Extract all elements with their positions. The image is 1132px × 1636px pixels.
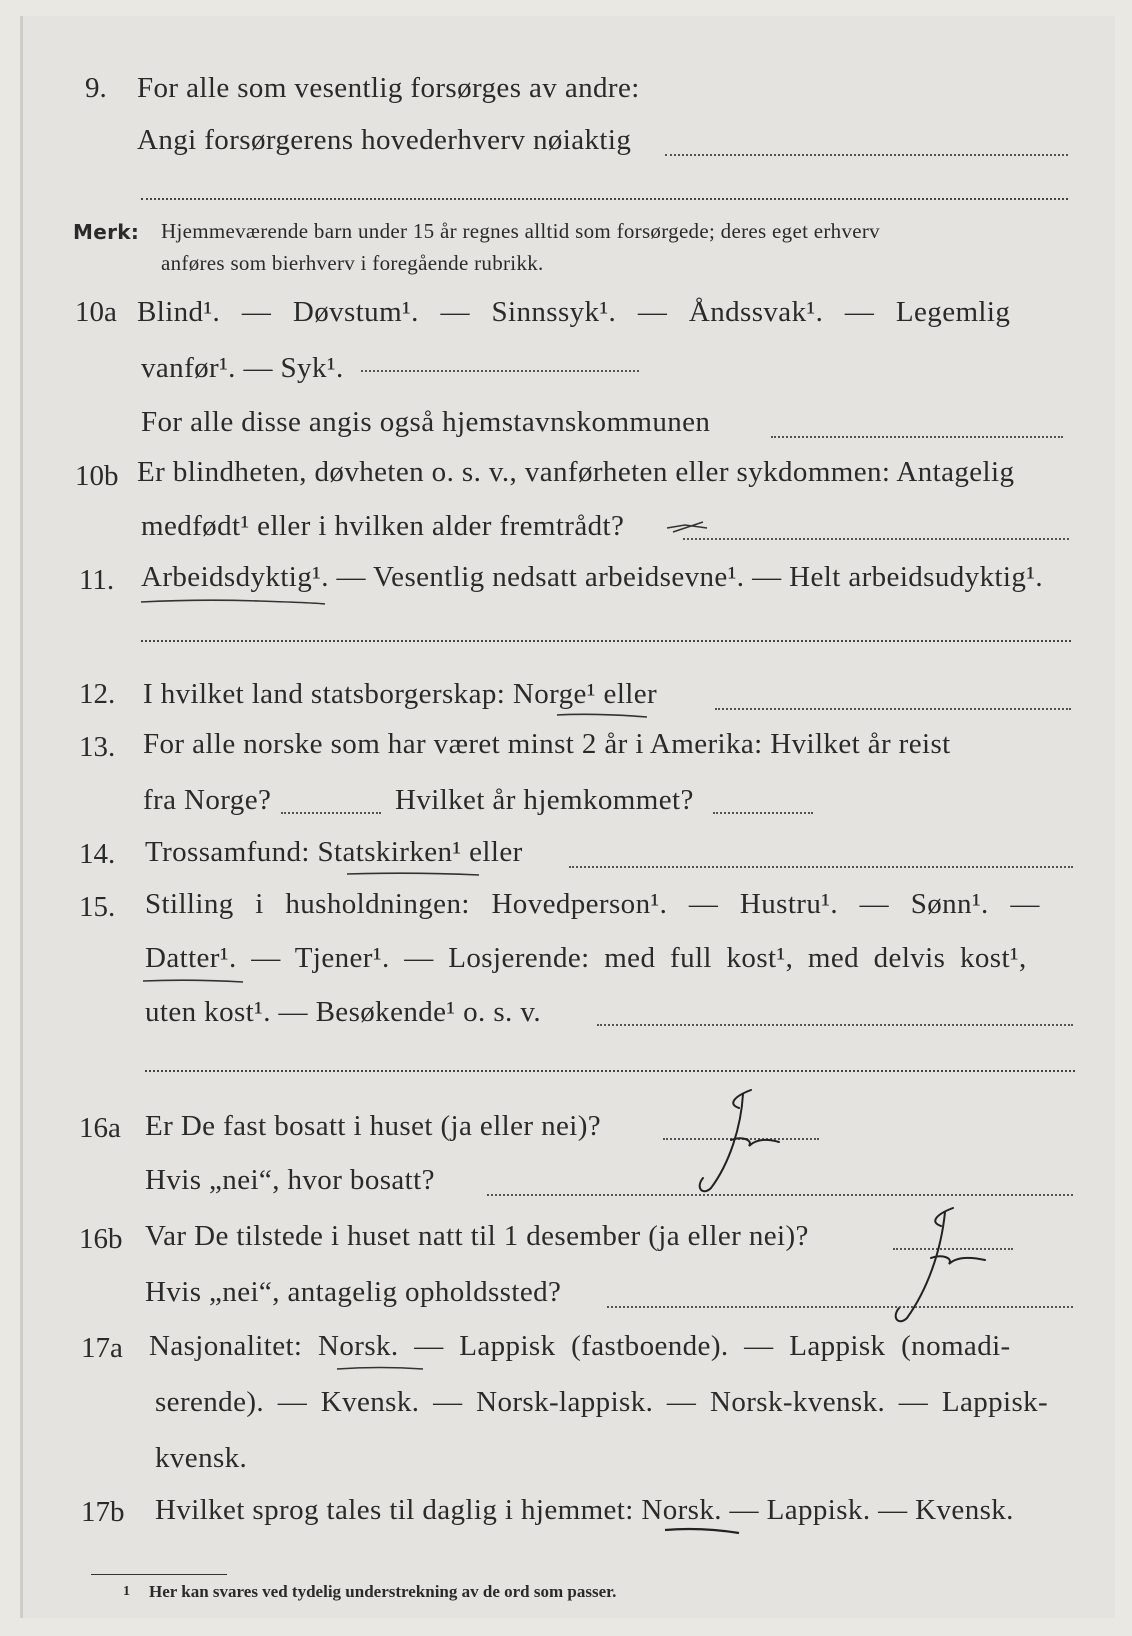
footnote-separator	[91, 1574, 227, 1575]
q16a-number: 16a	[79, 1112, 121, 1144]
q16b-text-line2: Hvis „nei“, antagelig opholdssted?	[145, 1276, 562, 1308]
q16b-ja-handwritten	[867, 1194, 997, 1334]
q10b-dash-mark	[663, 516, 713, 538]
q15-stilling-field[interactable]	[597, 1024, 1073, 1026]
q17a-text-line3: kvensk.	[155, 1442, 248, 1474]
q15-datter-underline	[141, 976, 247, 986]
q12-country-field[interactable]	[715, 708, 1071, 710]
q16b-opholdssted-field[interactable]	[607, 1306, 1073, 1308]
q9-text-line1: For alle som vesentlig forsørges av andre:	[137, 72, 640, 104]
q11-text-line1: Arbeidsdyktig¹. — Vesentlig nedsatt arbeidsevne¹. — Helt arbeidsudyktig¹.	[141, 561, 1044, 593]
q17b-norsk-underline	[663, 1524, 743, 1538]
merk-label: Merk:	[73, 220, 140, 244]
q10a-text-line1: Blind¹. — Døvstum¹. — Sinnssyk¹. — Åndssvak¹. — Legemlig	[137, 296, 1011, 328]
q16a-ja-handwritten	[669, 1078, 789, 1204]
q11-arbeidsdyktig-underline	[139, 596, 329, 608]
q10a-number: 10a	[75, 296, 117, 328]
q10a-text-line3: For alle disse angis også hjemstavnskommunen	[141, 406, 711, 438]
q15-number: 15.	[79, 891, 116, 923]
merk-text-line1: Hjemmeværende barn under 15 år regnes alltid som forsørgede; deres eget erhverv	[161, 219, 880, 243]
q10a-text-line2: vanfør¹. — Syk¹.	[141, 352, 344, 384]
q15-text-line3: uten kost¹. — Besøkende¹ o. s. v.	[145, 996, 542, 1028]
footnote-mark: 1	[123, 1584, 130, 1599]
q14-number: 14.	[79, 838, 116, 870]
q9-text-line2: Angi forsørgerens hovederhverv nøiaktig	[137, 124, 632, 156]
q10b-number: 10b	[75, 460, 119, 492]
q17a-norsk-underline	[335, 1364, 427, 1374]
q13-text-line2a: fra Norge?	[143, 784, 272, 816]
q9-answer-field[interactable]	[665, 154, 1068, 156]
q16b-number: 16b	[79, 1223, 123, 1255]
q12-number: 12.	[79, 678, 116, 710]
q9-answer-line[interactable]	[141, 198, 1068, 200]
q10b-alder-field[interactable]	[683, 538, 1069, 540]
q12-text-line1: I hvilket land statsborgerskap: Norge¹ eller	[143, 678, 658, 710]
q13-text-line2b: Hvilket år hjemkommet?	[395, 784, 694, 816]
q10b-text-line2: medfødt¹ eller i hvilken alder fremtrådt?	[141, 510, 625, 542]
q12-norge-underline	[555, 711, 651, 721]
q14-trossamfund-field[interactable]	[569, 866, 1073, 868]
q10b-text-line1: Er blindheten, døvheten o. s. v., vanførheten eller sykdommen: Antagelig	[137, 456, 1015, 488]
q17a-number: 17a	[81, 1332, 123, 1364]
q13-text-line1: For alle norske som har været minst 2 år i Amerika: Hvilket år reist	[143, 728, 951, 760]
q17a-text-line2: serende). — Kvensk. — Norsk-lappisk. — Norsk-kvensk. — Lappisk-	[155, 1386, 1049, 1418]
q15-text-line2: Datter¹. — Tjener¹. — Losjerende: med full kost¹, med delvis kost¹,	[145, 942, 1027, 974]
merk-text-line2: anføres som bierhverv i foregående rubrikk.	[161, 251, 544, 275]
census-form-page	[20, 16, 1115, 1618]
q15-answer-line[interactable]	[145, 1070, 1075, 1072]
q16a-text-line1: Er De fast bosatt i huset (ja eller nei)?	[145, 1110, 602, 1142]
q10a-syk-field[interactable]	[361, 370, 639, 372]
q13-reist-field[interactable]	[281, 812, 381, 814]
q11-answer-line[interactable]	[141, 640, 1071, 642]
q17a-text-line1: Nasjonalitet: Norsk. — Lappisk (fastboende). — Lappisk (nomadi-	[149, 1330, 1011, 1362]
q13-number: 13.	[79, 731, 116, 763]
q16a-text-line2: Hvis „nei“, hvor bosatt?	[145, 1164, 435, 1196]
q14-text-line1: Trossamfund: Statskirken¹ eller	[145, 836, 523, 868]
footnote-text: Her kan svares ved tydelig understrekning av de ord som passer.	[149, 1582, 617, 1601]
q11-number: 11.	[79, 564, 115, 596]
q9-number: 9.	[85, 72, 107, 104]
q15-text-line1: Stilling i husholdningen: Hovedperson¹. — Hustru¹. — Sønn¹. —	[145, 888, 1040, 920]
q17b-text-line1: Hvilket sprog tales til daglig i hjemmet: Norsk. — Lappisk. — Kvensk.	[155, 1494, 1014, 1526]
q13-hjemkommet-field[interactable]	[713, 812, 813, 814]
q10a-hjemstavn-field[interactable]	[771, 436, 1063, 438]
q16b-text-line1: Var De tilstede i huset natt til 1 desember (ja eller nei)?	[145, 1220, 809, 1252]
q14-statskirken-underline	[345, 870, 483, 880]
q17b-number: 17b	[81, 1496, 125, 1528]
